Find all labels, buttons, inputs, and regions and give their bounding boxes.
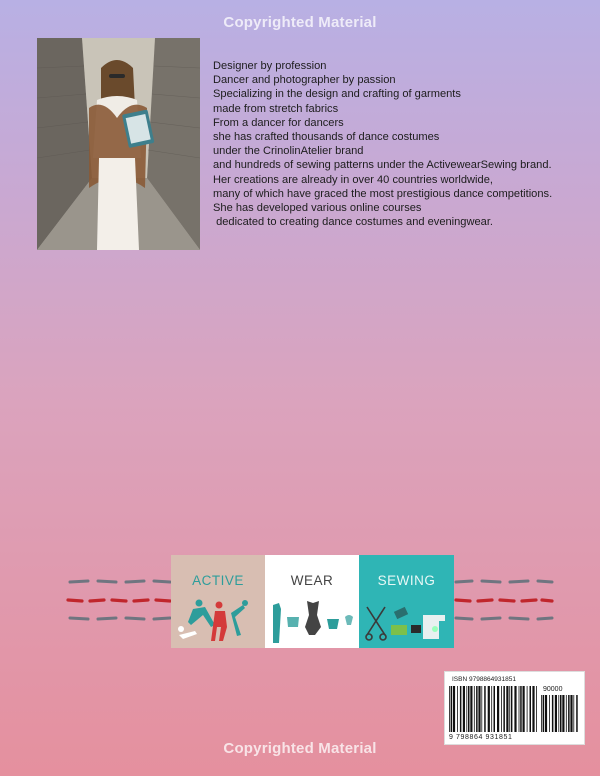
bio-line: under the CrinolinAtelier brand [213, 145, 364, 158]
bio-line: She has developed various online courses [213, 202, 422, 215]
author-photo [37, 38, 200, 250]
stitch-dashes-left [64, 574, 172, 628]
bio-line: and hundreds of sewing patterns under the ActivewearSewing brand. [213, 159, 552, 172]
author-photo-image [37, 38, 200, 250]
watermark-top: Copyrighted Material [223, 14, 377, 31]
author-bio [213, 59, 593, 229]
activewear-sewing-logo [171, 555, 454, 648]
logo-panel-active [171, 555, 265, 648]
bio-line: From a dancer for dancers [213, 116, 344, 129]
bio-line: Her creations are already in over 40 countries worldwide, [213, 173, 493, 186]
bio-line: Dancer and photographer by passion [213, 74, 396, 87]
bio-line: Specializing in the design and crafting of garments [213, 88, 461, 101]
logo-panel-wear [265, 555, 359, 648]
price-barcode-bars [541, 695, 579, 732]
bio-line: dedicated to creating dance costumes and eveningwear. [213, 216, 493, 229]
stitch-dashes-right [454, 574, 554, 628]
main-barcode-bars [449, 686, 537, 732]
watermark-bottom: Copyrighted Material [223, 740, 377, 757]
logo-label-sewing: SEWING [377, 573, 436, 588]
bio-line: many of which have graced the most prestigious dance competitions. [213, 187, 553, 200]
bio-line: made from stretch fabrics [213, 102, 339, 115]
logo-label-wear: WEAR [290, 573, 334, 588]
isbn-barcode [444, 671, 585, 745]
bio-line: Designer by profession [213, 60, 327, 72]
sewing-tools-icon [359, 555, 454, 648]
yoga-figures-icon [171, 555, 265, 648]
price-code-label: 90000 [543, 686, 563, 693]
logo-panel-sewing [359, 555, 454, 648]
bio-line: she has crafted thousands of dance costumes [213, 131, 440, 144]
isbn-label: ISBN 9798864931851 [452, 676, 516, 683]
barcode-digits: 9 798864 931851 [449, 734, 513, 741]
garments-icon [265, 555, 359, 648]
logo-label-active: ACTIVE [192, 573, 244, 588]
